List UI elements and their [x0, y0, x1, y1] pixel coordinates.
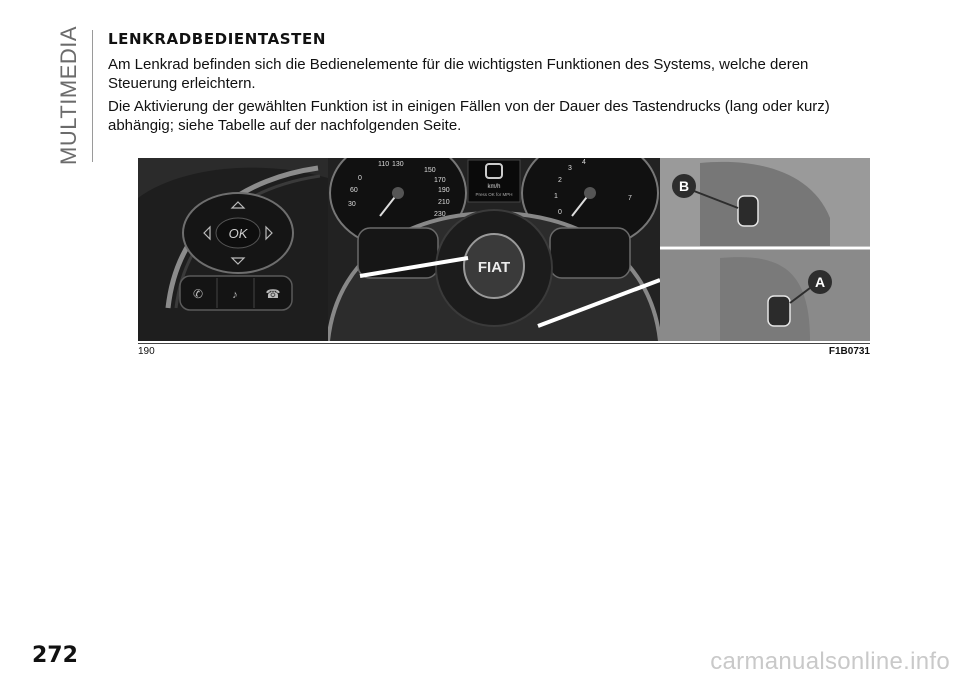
- tacho-tick: 2: [558, 177, 562, 184]
- display-unit: km/h: [487, 184, 501, 190]
- left-controls-closeup: [138, 158, 328, 341]
- phone-hangup-icon: ☎: [265, 287, 281, 301]
- figure-caption-rule: [138, 343, 870, 344]
- paragraph-intro: Am Lenkrad befinden sich die Bedienelemente für die wichtigsten Funktionen des Systems, welche deren Steuerung erleichtern.: [108, 56, 809, 92]
- fiat-logo-text: FIAT: [477, 259, 511, 276]
- rear-button-a: [768, 296, 790, 326]
- page-number: 272: [32, 643, 78, 668]
- tacho-tick: 1: [554, 193, 558, 200]
- voice-command-icon: ♪: [232, 289, 238, 301]
- callout-a: A: [814, 274, 826, 290]
- section-side-label: [50, 25, 90, 165]
- tacho-tick: 3: [568, 165, 572, 172]
- right-wheel-controls: [550, 228, 630, 278]
- rear-controls-view: [660, 158, 870, 341]
- speedo-tick: 60: [350, 187, 358, 194]
- cluster-wheel-view: [328, 158, 660, 341]
- speedo-tick: 130: [392, 161, 404, 168]
- steering-wheel-figure: [138, 158, 870, 341]
- speedo-tick: 230: [434, 211, 446, 218]
- figure-number: 190: [138, 346, 155, 357]
- ok-button-label: OK: [228, 226, 248, 241]
- page-heading: LENKRADBEDIENTASTEN: [108, 30, 327, 48]
- side-divider: [92, 30, 93, 162]
- phone-accept-icon: ✆: [192, 287, 204, 301]
- speedo-tick: 150: [424, 167, 436, 174]
- speedo-tick: 170: [434, 177, 446, 184]
- figure-code: F1B0731: [828, 346, 870, 357]
- callout-b: B: [678, 178, 690, 194]
- speedo-tick: 30: [348, 201, 356, 208]
- speedo-tick: 210: [438, 199, 450, 206]
- speedo-tick: 110: [378, 161, 390, 168]
- tacho-tick: 7: [628, 195, 632, 202]
- speedo-tick: 0: [358, 175, 362, 182]
- display-hint: Press OK for MPH: [475, 192, 513, 197]
- speedo-tick: 190: [438, 187, 450, 194]
- tacho-tick: 0: [558, 209, 562, 216]
- watermark-text: carmanualsonline.info: [710, 648, 950, 675]
- tacho-tick: 4: [582, 159, 586, 166]
- paragraph-activation: Die Aktivierung der gewählten Funktion ist in einigen Fällen von der Dauer des Tastendrucks (lang oder kurz) abhängig; siehe Tabelle auf der nachfolgenden Seite.: [108, 98, 830, 134]
- rear-button-b: [738, 196, 758, 226]
- section-name: MULTIMEDIA: [56, 25, 81, 165]
